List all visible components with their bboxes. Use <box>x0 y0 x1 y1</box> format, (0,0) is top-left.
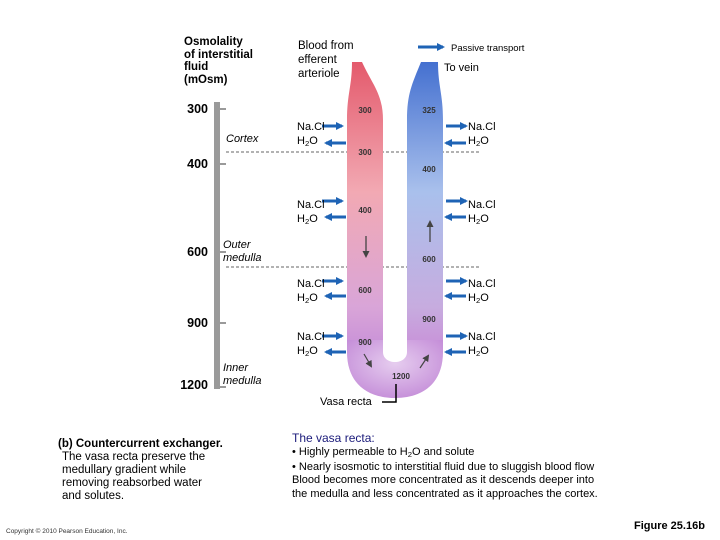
region-cortex: Cortex <box>226 133 259 145</box>
info-line-3: Blood becomes more concentrated as it descends deeper into <box>292 474 595 487</box>
passive-transport-legend: Passive transport <box>451 43 525 54</box>
vasa-recta-info <box>292 432 672 501</box>
figure-number: Figure 25.16b <box>634 520 705 532</box>
info-bullet-1: • Highly permeable to $H_2O$ and solute <box>292 445 475 459</box>
bottom-value: 1200 <box>392 372 410 381</box>
caption-countercurrent: (b) Countercurrent exchanger. The vasa recta preserve the medullary gradient while removing reabsorbed water and solutes. <box>58 438 273 503</box>
asc-solute-label-1: Na.Cl $H_2O$ <box>468 121 496 148</box>
copyright: Copyright © 2010 Pearson Education, Inc. <box>6 528 128 535</box>
scale-label-600: 600 <box>187 245 208 259</box>
osmolality-title: Osmolality of interstitial fluid (mOsm) <box>184 36 254 86</box>
blood-from-arteriole-label: Blood from efferent arteriole <box>298 40 354 80</box>
asc-value-1: 325 <box>422 106 436 115</box>
desc-solute-label-3: Na.Cl $H_2O$ <box>297 278 325 305</box>
asc-solute-label-4: Na.Cl $H_2O$ <box>468 331 496 358</box>
scale-label-400: 400 <box>187 157 208 171</box>
desc-solute-label-4: Na.Cl $H_2O$ <box>297 331 325 358</box>
desc-value-3: 400 <box>358 206 372 215</box>
caption-heading: (b) Countercurrent exchanger. <box>58 438 223 450</box>
scale-label-300: 300 <box>187 102 208 116</box>
osmolality-scale-bar <box>214 102 220 389</box>
asc-value-2: 400 <box>422 165 436 174</box>
info-bullet-2: • Nearly isosmotic to interstitial fluid due to sluggish blood flow <box>292 460 595 473</box>
desc-value-5: 900 <box>358 338 372 347</box>
to-vein-label: To vein <box>444 62 479 74</box>
region-inner-medulla: Inner medulla <box>223 362 262 387</box>
info-title: The vasa recta: <box>292 431 375 445</box>
asc-solute-label-3: Na.Cl $H_2O$ <box>468 278 496 305</box>
desc-solute-label-1: Na.Cl $H_2O$ <box>297 121 325 148</box>
scale-label-900: 900 <box>187 316 208 330</box>
region-outer-medulla: Outer medulla <box>223 239 262 264</box>
asc-value-4: 900 <box>422 315 436 324</box>
asc-value-3: 600 <box>422 255 436 264</box>
desc-value-1: 300 <box>358 106 372 115</box>
desc-value-4: 600 <box>358 286 372 295</box>
vasa-recta-bend <box>347 340 443 398</box>
vasa-recta-label: Vasa recta <box>320 396 372 408</box>
asc-solute-label-2: Na.Cl $H_2O$ <box>468 199 496 226</box>
info-line-4: the medulla and less concentrated as it approaches the cortex. <box>292 487 598 500</box>
desc-value-2: 300 <box>358 148 372 157</box>
desc-solute-label-2: Na.Cl $H_2O$ <box>297 199 325 226</box>
scale-label-1200: 1200 <box>180 378 208 392</box>
